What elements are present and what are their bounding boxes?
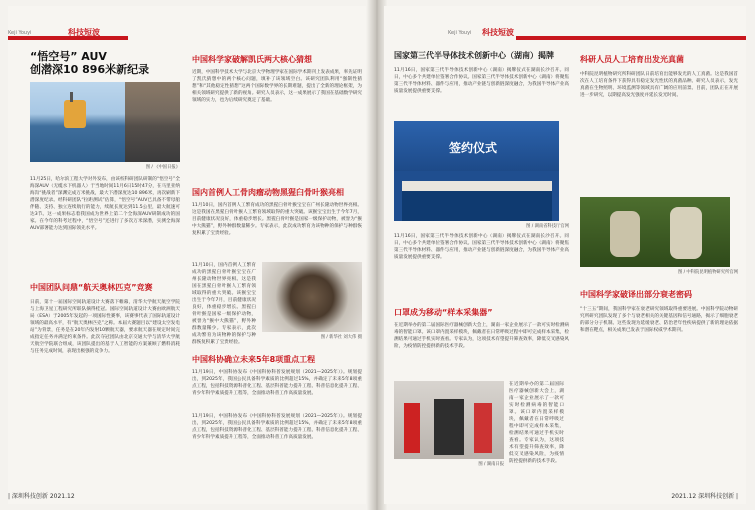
- article-body-cont: 在近期举办的第二届国际医疗器械创新大会上，湖南一家企业展示了一款可实时检测病毒的智能口罩。该口罩内置采样模块，佩戴者在日常呼吸过程中即可完成样本采集，检测结果可通过手机实时查看。专家认为，这项技术有望提升筛查效率，降低交叉感染风险，为疫情防控提供新的技术手段。: [509, 382, 564, 464]
- auv-photo: [30, 82, 180, 162]
- auv-body-shape: [64, 100, 86, 128]
- banner-text: 签约仪式: [449, 141, 498, 155]
- signing-ceremony-photo: [394, 121, 559, 221]
- article-body: 11月25日，哈尔滨工程大学对外发布，由该校科研团队研制的“悟空号”全海深AUV（无缆水下机器人）于当地时间11月6日15时47分，在马里亚纳海沟“挑战者”深渊完成万米挑战，最大下潜深度达10 896米，再次刷新下潜深度纪录。经科研团队“拉距测试”估算，“悟空号”AUV已具备不带母船伴随、支持、独立连续航行的能力，续航长度达到11.5公里，最大航速可达3节。这一成果标志着我国成为世界上第二个全海深AUV研制成功的国家。在今年的科考过程中，“悟空号”还进行了多次万米深潜，实测全海深AUV部署能力达到国际领先水平。: [30, 177, 180, 231]
- footer-right: 2021.12 深圳科技创新 |: [671, 493, 738, 500]
- signing-table: [402, 181, 552, 191]
- article-title: 创潜深10 896米新纪录: [30, 63, 150, 76]
- glowing-fungi-photo: [580, 197, 730, 267]
- article-title: 中国科学家破译出部分衰老密码: [580, 290, 692, 299]
- article-title: 国内首例人工骨肉瘤动物黑猩臼骨叶猴亮相: [192, 188, 344, 197]
- monkey-photo: [262, 262, 362, 332]
- left-column-1: [30, 50, 180, 486]
- photo-caption: 图 / 中科院昆明植物研究所官网: [677, 270, 738, 275]
- article-title: 中国科学家破解凯氏两大核心猜想: [192, 55, 312, 64]
- article-body: 11月16日，国家第三代半导体技术创新中心（湖南）揭牌仪式在湖南长沙召开。同日，中心多个共建单位签署合作协议。国家第三代半导体技术创新中心（湖南）将聚焦第三代半导体材料、器件与应用，推动产业链与创新链深度融合，为我国半导体产业高质量发展提供重要支撑。: [394, 68, 569, 94]
- right-column-1: [394, 50, 569, 486]
- article-title: 中国科协确立未来5年8项重点工程: [192, 355, 316, 364]
- section-sub-right: Keji Youyi: [448, 30, 472, 36]
- article-body: 11月19日，中国科协发布《中国科协科普发展规划（2021—2025年）》。规划提出，到2025年，我国公民具备科学素质的比例超过15%，并确定了未来5年8项重点工程，包括科技资源科普化工程、基层科普能力提升工程、科普信息化提升工程、青少年科学素质提升工程等，全面推动科普工作高质量发展。: [192, 370, 362, 396]
- section-tag-right: 科技短波: [482, 28, 514, 37]
- section-sub-left: Keji Youyi: [8, 30, 32, 36]
- article-title: 中国团队问鼎“航天奥林匹克”竞赛: [30, 283, 153, 292]
- photo-caption: 图 / 新华社 刘大伟 摄: [320, 335, 362, 340]
- photo-caption: 图 / 湖南日报: [478, 462, 504, 467]
- right-column-2: [580, 54, 738, 484]
- article-title: 国家第三代半导体技术创新中心（湖南）揭牌: [394, 51, 554, 60]
- article-title: 口罩成为移动“样本采集器”: [394, 308, 493, 317]
- article-body: 近期，中国科学技术大学与北京大学物理学家在国际学术期刊上发表成果，率先证明了凯氏猜想中的两个核心问题，填补了该领域空白。该研究团队利用“强制性猜想”和“其他稳定性猜想”这两个国际数学界的长期难题，提出了全新的理论框架，为相关领域研究提供了新的视角。研究人员表示，这一成果展示了我国在基础数学研究领域的实力，也为后续研究奠定了基础。: [192, 70, 362, 103]
- mask-exhibit-photo: [394, 381, 504, 459]
- left-page: [8, 6, 370, 504]
- right-page: [384, 6, 746, 504]
- photo-caption: 图 / 湖南省科技厅官网: [526, 224, 569, 229]
- article-body-cont: 11月16日，国家第三代半导体技术创新中心（湖南）揭牌仪式在湖南长沙召开。同日，中心多个共建单位签署合作协议。国家第三代半导体技术创新中心（湖南）将聚焦第三代半导体材料、器件与应用，推动产业链与创新链深度融合，为我国半导体产业高质量发展提供重要支撑。: [394, 234, 569, 260]
- article-body-cont: 11月19日，中国科协发布《中国科协科普发展规划（2021—2025年）》。规划提出，到2025年，我国公民具备科学素质的比例超过15%，并确定了未来5年8项重点工程，包括科技资源科普化工程、基层科普能力提升工程、科普信息化提升工程、青少年科学素质提升工程等，全面推动科普工作高质量发展。: [192, 414, 362, 440]
- footer-left: | 深圳科技创新 2021.12: [8, 493, 75, 500]
- article-body: 中科院昆明植物研究所科研团队日前培育出能够发光的人工真菌。这是我国首次在人工培育条件下获得具有稳定发光性状的真菌品种。研究人员表示，发光真菌在生物照明、环境监测等领域具有广阔的应用前景。目前，团队正在开展进一步研究，以期提高发光强度并延长发光时间。: [580, 72, 738, 98]
- article-title: 科研人员人工培育出发光真菌: [580, 55, 684, 64]
- left-column-2: [192, 54, 362, 484]
- article-body: 11月10日，国内首例人工繁育成功的黑猩臼骨叶猴宝宝在广州长隆动物世界亮相。这是我国在黑猩臼骨叶猴人工繁育领域取得的重大突破。该猴宝宝出生于今年7月，目前健康状况良好，体重稳步增长。黑猩臼骨叶猴是国家一级保护动物，被誉为“猴中大熊猫”，野外种群数量稀少。专家表示，此次成功繁育为该物种的保护与种群恢复积累了宝贵经验。: [192, 203, 362, 236]
- section-tag-left: 科技短波: [68, 28, 100, 37]
- article-body: 在近期举办的第二届国际医疗器械创新大会上，湖南一家企业展示了一款可实时检测病毒的智能口罩。该口罩内置采样模块，佩戴者在日常呼吸过程中即可完成样本采集，检测结果可通过手机实时查看。专家认为，这项技术有望提升筛查效率，降低交叉感染风险，为疫情防控提供新的技术手段。: [394, 323, 569, 349]
- header-bar-right: [516, 36, 746, 40]
- photo-caption: 图 / 《中国日报》: [145, 165, 180, 170]
- article-body: 日前，第十一届国际空间轨道设计大赛落下帷幕，清华大学航天航空学院与上海卫星工程研究所联队摘得桂冠。国际空间轨道设计大赛由欧洲航天局（ESA）于2005年发起的一项国际性赛事，该赛事代表了国际轨道设计领域的最高水平，有“航天奥林匹克”之称。本届大赛题目以“建设太空发电站”为背景，任务是在20年内发射10颗航天器，要求航天器在规定时间完成指定任务并满足约束条件。此次夺冠团队由北京交通大学与清华大学航天航空学院联合组成，该团队提出的基于人工智能的方案兼顾了燃料消耗与任务完成时间，表现出极强的竞争力。: [30, 300, 180, 354]
- article-body: “十三五”期间，我国科学家在衰老研究领域取得重要进展。中国科学院动物研究所研究团队发现了多个与衰老相关的关键基因和信号通路，揭示了细胞衰老的部分分子机制。这些发现为延缓衰老、防治老年性疾病提供了新的理论依据和潜在靶点，相关成果已发表于国际权威学术期刊。: [580, 307, 738, 333]
- article-title: “悟空号” AUV: [30, 50, 107, 63]
- ship-crane-shape: [125, 82, 180, 162]
- article-body-cont: 11月10日，国内首例人工繁育成功的黑猩臼骨叶猴宝宝在广州长隆动物世界亮相。这是我国在黑猩臼骨叶猴人工繁育领域取得的重大突破。该猴宝宝出生于今年7月，目前健康状况良好，体重稳步增长。黑猩臼骨叶猴是国家一级保护动物，被誉为“猴中大熊猫”，野外种群数量稀少。专家表示，此次成功繁育为该物种的保护与种群恢复积累了宝贵经验。: [192, 263, 256, 345]
